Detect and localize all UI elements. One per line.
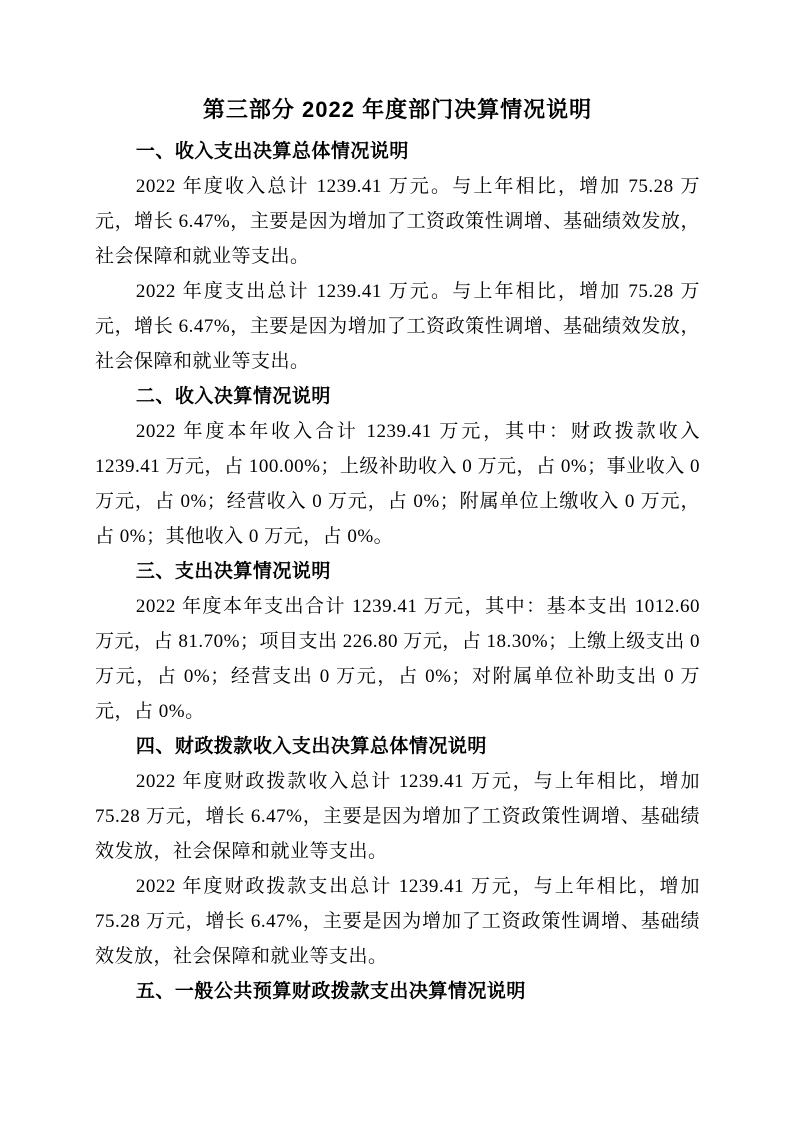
section-3-heading: 三、支出决算情况说明 bbox=[135, 561, 331, 582]
section-5-heading: 五、一般公共预算财政拨款支出决算情况说明 bbox=[135, 981, 526, 1002]
section-2-paragraph-1: 2022 年度本年收入合计 1239.41 万元，其中：财政拨款收入 1239.41 万元，占 100.00%；上级补助收入 0 万元，占 0%；事业收入 0 万元，占 0%；经营收入 0 万元，占 0%；附属单位上缴收入 0 万元，占 0%；其他收入 0 万元，占 0%。 bbox=[95, 421, 700, 547]
section-2-heading: 二、收入决算情况说明 bbox=[135, 386, 331, 407]
section-fiscal-appropriation-overview bbox=[95, 729, 700, 974]
page-title: 第三部分 2022 年度部门决算情况说明 bbox=[202, 97, 593, 122]
section-3-paragraph-1: 2022 年度本年支出合计 1239.41 万元，其中：基本支出 1012.60 万元，占 81.70%；项目支出 226.80 万元，占 18.30%；上缴上级支出 0 万元，占 0%；经营支出 0 万元，占 0%；对附属单位补助支出 0 万元，占 0%。 bbox=[95, 596, 700, 722]
section-income-final-accounts bbox=[95, 379, 700, 554]
section-1-paragraph-1: 2022 年度收入总计 1239.41 万元。与上年相比，增加 75.28 万元，增长 6.47%，主要是因为增加了工资政策性调增、基础绩效发放，社会保障和就业等支出。 bbox=[95, 176, 700, 267]
section-4-paragraph-2: 2022 年度财政拨款支出总计 1239.41 万元，与上年相比，增加 75.28 万元，增长 6.47%，主要是因为增加了工资政策性调增、基础绩效发放，社会保障和就业等支出。 bbox=[95, 876, 700, 967]
section-general-public-budget-expenditure bbox=[95, 974, 700, 1009]
section-4-paragraph-1: 2022 年度财政拨款收入总计 1239.41 万元，与上年相比，增加 75.28 万元，增长 6.47%，主要是因为增加了工资政策性调增、基础绩效发放，社会保障和就业等支出。 bbox=[95, 771, 700, 862]
section-income-expenditure-overview bbox=[95, 134, 700, 379]
section-4-heading: 四、财政拨款收入支出决算总体情况说明 bbox=[135, 736, 487, 757]
section-1-paragraph-2: 2022 年度支出总计 1239.41 万元。与上年相比，增加 75.28 万元，增长 6.47%，主要是因为增加了工资政策性调增、基础绩效发放，社会保障和就业等支出。 bbox=[95, 281, 700, 372]
section-1-heading: 一、收入支出决算总体情况说明 bbox=[135, 141, 409, 162]
section-expenditure-final-accounts bbox=[95, 554, 700, 729]
